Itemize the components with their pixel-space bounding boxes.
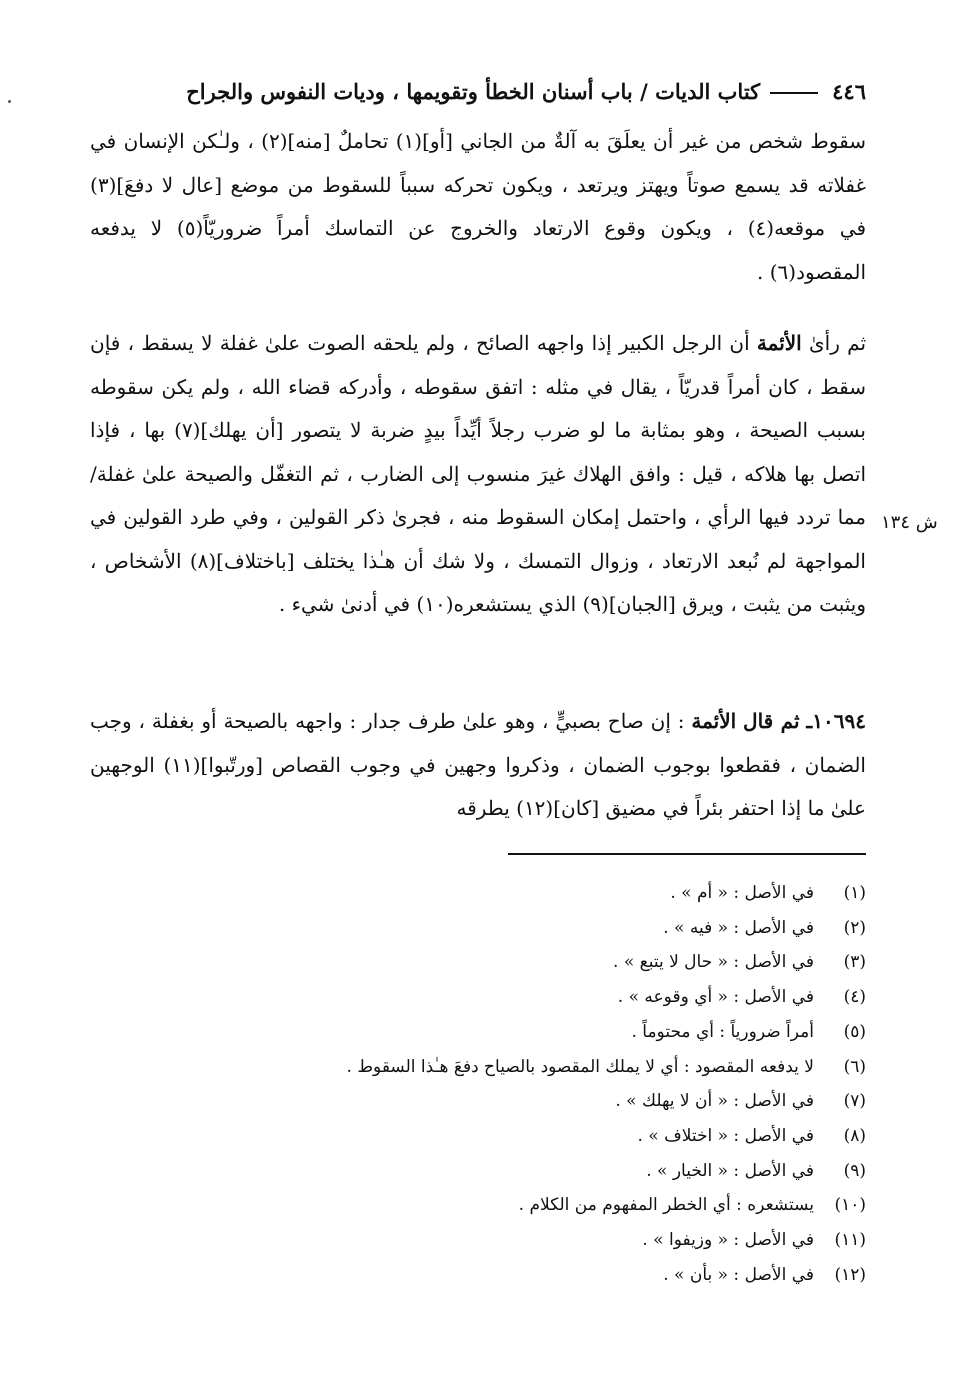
scan-speck	[8, 100, 11, 103]
header-title: كتاب الديات / باب أسنان الخطأ وتقويمها ، وديات النفوس والجراح	[186, 78, 761, 104]
footnote-text: في الأصل : « أم » .	[670, 883, 814, 903]
footnote	[200, 1154, 866, 1189]
footnote-text: في الأصل : « بأن » .	[663, 1264, 814, 1285]
paragraph-3-text: : إن صاح بصبيٍّ ، وهو علىٰ طرف جدار : واجهه بالصيحة أو بغفلة ، وجب الضمان ، فقطعوا بوجوب الضمان ، وذكروا وجهين في وجوب القصاص [ورتّبوا](١١) الوجهين علىٰ ما إذا احتفر بئراً في مضيق [كان](١٢) يطرقه	[90, 709, 866, 820]
running-header	[90, 66, 866, 116]
paragraph-2-text: أن الرجل الكبير إذا واجهه الصائح ، ولم يلحقه الصوت علىٰ غفلة لا يسقط ، فإن سقط ، كان أمراً قدريّاً ، يقال في مثله : اتفق سقوطه ، وأدركه قضاء الله ، ولم يكن سقوطه بسبب الصيحة ، وهو بمثابة ما لو ضرب رجلاً أيِّداً بيدٍ ضربة لا يتصور [أن يهلك](٧) بها ، فإذا اتصل بها هلاكه ، قيل : وافق الهلاك غيرَ منسوب إلى الضارب ، ثم التغفّل والصيحة علىٰ غفلة/ مما تردد فيها الرأي ، واحتمل إمكان السقوط منه ، فجرىٰ ذكر القولين ، وفي طرد القولين في المواجهة لم نُبعد الارتعاد ، وزوال التمسك ، ولا شك أن هـٰذا يختلف [باختلاف](٨) الأشخاص ، ويثبت من يثبت ، ويرق [الجبان](٩) الذي يستشعره(١٠) في أدنىٰ شيء .	[90, 331, 866, 616]
footnotes-list	[200, 876, 866, 1292]
footnote	[200, 911, 866, 946]
footnote-text: في الأصل : « أي وقوعه » .	[617, 987, 814, 1008]
footnote-separator	[508, 853, 866, 855]
paragraph-3-lead: ثم قال	[743, 709, 800, 733]
paragraph-2-bold: الأئمة	[756, 331, 802, 355]
footnote-number: (١)	[843, 883, 866, 903]
footnote-text: يستشعره : أي الخطر المفهوم من الكلام .	[518, 1195, 814, 1216]
paragraph-3	[90, 700, 866, 831]
footnote-number: (١٢)	[834, 1264, 866, 1285]
footnote	[200, 876, 866, 911]
footnote	[200, 945, 866, 980]
paragraph-2-lead: ثم رأىٰ	[809, 331, 867, 355]
footnote-text: في الأصل : « وزيفوا » .	[642, 1230, 814, 1251]
footnote	[200, 980, 866, 1015]
footnote-text: في الأصل : « حال لا يتبع » .	[613, 952, 814, 973]
footnote-number: (٩)	[843, 1160, 866, 1181]
footnote-number: (١١)	[834, 1230, 866, 1251]
page-number: ٤٤٦	[832, 78, 866, 104]
footnote-text: في الأصل : « أن لا يهلك » .	[615, 1091, 814, 1112]
paragraph-3-bold: الأئمة	[691, 709, 737, 733]
footnote-number: (١٠)	[834, 1195, 866, 1216]
footnote-number: (٥)	[843, 1021, 866, 1042]
footnote-text: في الأصل : « فيه » .	[663, 917, 814, 938]
paragraph-1	[90, 120, 866, 294]
footnote-text: لا يدفعه المقصود : أي لا يملك المقصود بالصياح دفعَ هـٰذا السقوط .	[346, 1056, 814, 1077]
paragraph-2	[90, 322, 866, 627]
section-number: ١٠٦٩٤ـ	[806, 709, 866, 733]
footnote-text: أمراً ضرورياً : أي محتوماً .	[631, 1021, 814, 1042]
footnote-number: (٣)	[843, 952, 866, 973]
footnote	[200, 1258, 866, 1293]
footnote	[200, 1223, 866, 1258]
footnote-text: في الأصل : « الخيار » .	[646, 1160, 814, 1181]
footnote-number: (٨)	[843, 1125, 866, 1146]
footnote-text: في الأصل : « اختلاف » .	[637, 1125, 814, 1146]
footnote	[200, 1015, 866, 1050]
footnote-number: (٤)	[843, 987, 866, 1008]
paragraph-1-text: سقوط شخص من غير أن يعلَقَ به آلةٌ من الجاني [أو](١) تحاملٌ [منه](٢) ، ولـٰكن الإنسان في غفلاته قد يسمع صوتاً ويهتز ويرتعد ، ويكون تحركه سبباً للسقوط من موضع [عال لا دفعَ](٣) في موقعه(٤) ، ويكون وقوع الارتعاد والخروج عن التماسك أمراً ضروريّاً(٥) لا يدفعه المقصود(٦) .	[90, 129, 867, 284]
footnote	[200, 1119, 866, 1154]
footnote-number: (٦)	[843, 1056, 866, 1077]
footnote-number: (٢)	[843, 917, 866, 938]
margin-page-reference: ش ١٣٤	[881, 512, 938, 533]
header-rule	[770, 92, 818, 94]
footnote	[200, 1050, 866, 1085]
footnote-number: (٧)	[843, 1091, 866, 1112]
footnote	[200, 1084, 866, 1119]
footnote	[200, 1188, 866, 1223]
